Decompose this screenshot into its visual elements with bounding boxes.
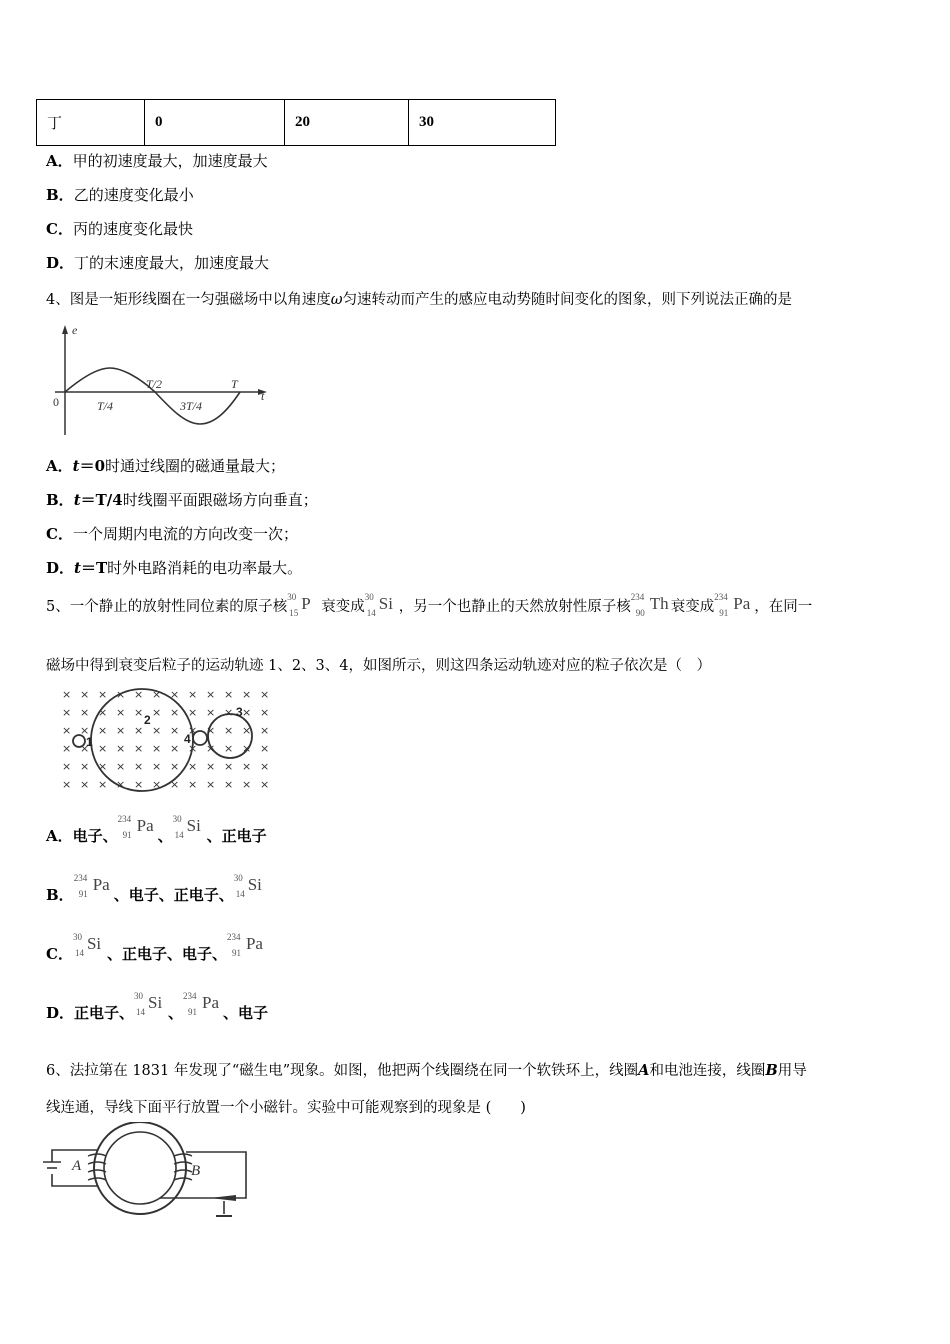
atomic-number: 91 (719, 608, 729, 618)
field-cross-mark: × (206, 688, 216, 701)
nuclide-si30 (365, 592, 399, 622)
option-text: 电子、 (72, 827, 118, 845)
compass-needle (210, 1195, 236, 1216)
field-cross-mark: × (224, 724, 234, 737)
option-eq: ＝T (80, 559, 108, 577)
track-1-circle (73, 735, 85, 747)
q6-stem-text: 用导 (777, 1063, 807, 1079)
q4-option-a[interactable] (46, 455, 285, 476)
atomic-number: 14 (174, 830, 184, 840)
q6-stem-line1 (46, 1059, 807, 1080)
option-label: D． (46, 1004, 75, 1022)
field-cross-mark: × (62, 760, 72, 773)
option-text: 时通过线圈的磁通量最大； (105, 457, 286, 475)
field-cross-mark: × (188, 760, 198, 773)
field-cross-mark: × (260, 742, 270, 755)
field-cross-mark: × (260, 688, 270, 701)
option-text: 一个周期内电流的方向改变一次； (72, 525, 298, 543)
field-cross-mark: × (80, 706, 90, 719)
option-text: 正电子、 (74, 1004, 135, 1022)
coil-b-label: B (191, 1163, 201, 1179)
mass-number: 234 (183, 991, 197, 1001)
element-symbol: Si (86, 934, 102, 953)
element-symbol: Si (186, 816, 201, 835)
nuclide-si30 (134, 991, 168, 1021)
element-symbol: Pa (733, 594, 751, 613)
y-label: e (72, 323, 78, 337)
q3-option-c[interactable] (46, 218, 193, 239)
q5-stem-text: 衰变成 (670, 599, 715, 615)
option-text: 时线圈平面跟磁场方向垂直； (122, 491, 318, 509)
field-cross-mark: × (116, 724, 126, 737)
element-symbol: Pa (92, 875, 110, 894)
data-table (36, 99, 556, 146)
field-cross-mark: × (242, 706, 252, 719)
field-cross-mark: × (242, 760, 252, 773)
field-cross-mark: × (170, 778, 180, 791)
option-text: 时外电路消耗的电功率最大。 (107, 559, 303, 577)
field-cross-mark: × (152, 760, 162, 773)
q4-stem (46, 288, 792, 309)
track-2-circle (91, 689, 193, 791)
var-t: t (74, 559, 81, 577)
atomic-number: 90 (635, 608, 645, 618)
field-cross-mark: × (260, 724, 270, 737)
field-cross-mark: × (188, 688, 198, 701)
field-cross-mark: × (98, 778, 108, 791)
field-cross-mark: × (62, 742, 72, 755)
atomic-number: 14 (136, 1007, 146, 1017)
field-cross-mark: × (98, 760, 108, 773)
field-cross-mark: × (116, 688, 126, 701)
option-text: 丙的速度变化最快 (72, 220, 193, 238)
atomic-number: 14 (74, 948, 84, 958)
element-symbol: Pa (245, 934, 263, 953)
q3-option-a[interactable] (46, 150, 268, 171)
nuclide-si30 (73, 932, 107, 962)
option-label: A． (46, 827, 73, 845)
mass-number: 234 (117, 814, 132, 824)
mass-number: 30 (287, 592, 297, 602)
tick-label-t-half: T/2 (146, 377, 163, 391)
field-cross-mark: × (62, 706, 72, 719)
field-cross-mark: × (170, 724, 180, 737)
coil-a-label: A (72, 1158, 82, 1174)
option-text: 、正电子、电子、 (106, 945, 227, 963)
q3-option-b[interactable] (46, 184, 194, 205)
q6-stem-line2: 线连通，导线下面平行放置一个小磁针。实验中可能观察到的现象是 ( ) (46, 1100, 526, 1116)
x-label: t (261, 389, 265, 403)
field-cross-mark: × (224, 760, 234, 773)
table-cell: 20 (285, 100, 409, 146)
mass-number: 30 (233, 873, 243, 883)
coil-a-var: A (638, 1062, 650, 1079)
field-cross-mark: × (188, 778, 198, 791)
nuclide-pa234 (714, 592, 754, 622)
field-cross-mark: × (260, 778, 270, 791)
field-cross-marks (62, 688, 269, 791)
option-text: 丁的末速度最大，加速度最大 (74, 254, 270, 272)
mass-number: 30 (72, 932, 82, 942)
mass-number: 30 (172, 814, 182, 824)
table-cell: 30 (409, 100, 556, 146)
field-cross-mark: × (260, 706, 270, 719)
field-cross-mark: × (170, 742, 180, 755)
option-label: C． (46, 220, 73, 238)
q6-stem-text: 6、法拉第在 1831 年发现了“磁生电”现象。如图，他把两个线圈绕在同一个软铁环上，线圈 (46, 1063, 639, 1079)
option-sep: 、 (168, 1004, 184, 1022)
y-axis-arrow (62, 325, 68, 334)
field-cross-mark: × (170, 688, 180, 701)
atomic-number: 91 (188, 1007, 198, 1017)
element-symbol: P (301, 594, 311, 613)
var-t: t (73, 491, 81, 509)
field-cross-mark: × (260, 760, 270, 773)
field-cross-mark: × (206, 724, 216, 737)
iron-ring-inner (104, 1132, 176, 1204)
element-symbol: Si (247, 875, 262, 894)
q6-stem-text: 和电池连接，线圈 (649, 1063, 766, 1079)
field-cross-mark: × (116, 742, 126, 755)
option-text: 、电子 (223, 1004, 269, 1022)
option-label: C． (46, 945, 73, 963)
field-cross-mark: × (80, 760, 90, 773)
q5-stem-text: 衰变成 (321, 599, 365, 615)
option-label: A． (46, 152, 73, 170)
coil-b-var: B (765, 1062, 778, 1079)
nuclide-pa234 (74, 873, 114, 903)
tick-label-t-quarter: T/4 (97, 399, 114, 413)
field-cross-mark: × (242, 688, 252, 701)
track-label-1: 1 (86, 735, 93, 749)
field-cross-mark: × (242, 778, 252, 791)
nuclide-pa234 (227, 932, 267, 962)
field-cross-mark: × (116, 706, 126, 719)
field-cross-mark: × (224, 688, 234, 701)
atomic-number: 91 (78, 889, 88, 899)
option-text: 乙的速度变化最小 (73, 186, 194, 204)
nuclide-th234 (631, 592, 671, 622)
nuclide-si30 (234, 873, 268, 903)
q5-option-c[interactable] (46, 932, 267, 980)
field-cross-mark: × (134, 724, 144, 737)
option-label: B． (46, 186, 74, 204)
option-label: D． (46, 559, 75, 577)
q4-option-c[interactable] (46, 523, 298, 544)
nuclide-pa234 (183, 991, 223, 1021)
q5-option-a[interactable] (46, 814, 267, 862)
q5-option-d[interactable] (46, 991, 269, 1039)
field-cross-mark: × (242, 742, 252, 755)
field-cross-mark: × (152, 724, 162, 737)
track-label-3: 3 (236, 705, 243, 719)
element-symbol: Th (649, 594, 669, 613)
field-cross-mark: × (80, 778, 90, 791)
atomic-number: 15 (289, 608, 299, 618)
field-cross-mark: × (188, 706, 198, 719)
option-label: A． (46, 457, 73, 475)
option-label: C． (46, 525, 73, 543)
field-cross-mark: × (224, 742, 234, 755)
option-label: D． (46, 254, 75, 272)
q5-stem-line2: 磁场中得到衰变后粒子的运动轨迹 1、2、3、4，如图所示，则这四条运动轨迹对应的粒子依次是（ ） (46, 658, 712, 674)
field-cross-mark: × (62, 688, 72, 701)
omega-symbol: ω (330, 292, 343, 308)
option-eq: ＝T/4 (80, 491, 123, 509)
field-cross-mark: × (98, 706, 108, 719)
option-sep: 、 (157, 827, 173, 845)
atomic-number: 91 (231, 948, 241, 958)
field-cross-mark: × (152, 778, 162, 791)
emf-time-graph (40, 320, 280, 445)
element-symbol: Pa (202, 993, 220, 1012)
field-cross-mark: × (206, 760, 216, 773)
field-cross-mark: × (116, 778, 126, 791)
field-cross-mark: × (134, 742, 144, 755)
field-cross-mark: × (134, 706, 144, 719)
field-cross-mark: × (170, 706, 180, 719)
field-cross-mark: × (188, 742, 198, 755)
q5-stem-text: ，另一个也静止的天然放射性原子核 (398, 599, 631, 615)
q5-stem-text: 5、一个静止的放射性同位素的原子核 (46, 599, 288, 615)
field-cross-mark: × (170, 760, 180, 773)
option-label: B． (46, 491, 74, 509)
table-cell: 丁 (37, 100, 145, 146)
mass-number: 30 (364, 592, 374, 602)
field-cross-mark: × (134, 688, 144, 701)
option-text: 甲的初速度最大，加速度最大 (72, 152, 268, 170)
field-cross-mark: × (152, 706, 162, 719)
atomic-number: 14 (235, 889, 245, 899)
element-symbol: Si (148, 993, 163, 1012)
iron-ring-outer (94, 1122, 186, 1214)
faraday-ring-figure (40, 1122, 260, 1224)
field-cross-mark: × (80, 724, 90, 737)
tick-label-t-three-quarter: 3T/4 (180, 399, 203, 413)
mass-number: 234 (714, 592, 728, 602)
q4-stem-text: 4、图是一矩形线圈在一匀强磁场中以角速度 (46, 292, 331, 308)
element-symbol: Si (378, 594, 393, 613)
option-text: 、正电子 (206, 827, 267, 845)
mass-number: 30 (134, 991, 144, 1001)
field-cross-mark: × (206, 742, 216, 755)
q5-option-b[interactable] (46, 873, 268, 921)
field-cross-mark: × (242, 724, 252, 737)
magnetic-field-tracks-figure (58, 686, 278, 792)
q5-stem-text: ，在同一 (754, 599, 813, 615)
mass-number: 234 (73, 873, 88, 883)
table-cell: 0 (145, 100, 285, 146)
field-cross-mark: × (98, 724, 108, 737)
element-symbol: Pa (136, 816, 154, 835)
nuclide-pa234 (118, 814, 158, 844)
nuclide-p30 (287, 592, 321, 622)
field-cross-mark: × (206, 778, 216, 791)
origin-label: 0 (53, 395, 59, 409)
field-cross-mark: × (62, 724, 72, 737)
field-cross-mark: × (206, 706, 216, 719)
coil-b-wire (160, 1152, 246, 1198)
field-cross-mark: × (80, 688, 90, 701)
track-label-2: 2 (144, 713, 151, 727)
field-cross-mark: × (224, 706, 234, 719)
field-cross-mark: × (98, 742, 108, 755)
table-row (37, 100, 556, 146)
field-cross-mark: × (134, 778, 144, 791)
option-label: B． (46, 886, 74, 904)
tick-label-t-full: T (231, 377, 238, 391)
q4-option-d[interactable] (46, 557, 302, 578)
mass-number: 234 (630, 592, 645, 602)
atomic-number: 14 (366, 608, 376, 618)
nuclide-si30 (173, 814, 207, 844)
field-cross-mark: × (224, 778, 234, 791)
field-cross-mark: × (152, 688, 162, 701)
atomic-number: 91 (122, 830, 132, 840)
q4-option-b[interactable] (46, 489, 318, 510)
q4-stem-text: 匀速转动而产生的感应电动势随时间变化的图象，则下列说法正确的是 (342, 292, 793, 308)
mass-number: 234 (226, 932, 241, 942)
field-cross-mark: × (116, 760, 126, 773)
track-4-circle (193, 731, 207, 745)
track-label-4: 4 (184, 732, 191, 746)
field-cross-mark: × (98, 688, 108, 701)
field-cross-mark: × (80, 742, 90, 755)
field-cross-mark: × (188, 724, 198, 737)
field-cross-mark: × (152, 742, 162, 755)
field-cross-mark: × (62, 778, 72, 791)
q5-stem-line1 (46, 592, 812, 622)
option-eq: ＝0 (79, 457, 106, 475)
q3-option-d[interactable] (46, 252, 269, 273)
option-text: 、电子、正电子、 (113, 886, 234, 904)
field-cross-mark: × (134, 760, 144, 773)
var-t: t (72, 457, 80, 475)
